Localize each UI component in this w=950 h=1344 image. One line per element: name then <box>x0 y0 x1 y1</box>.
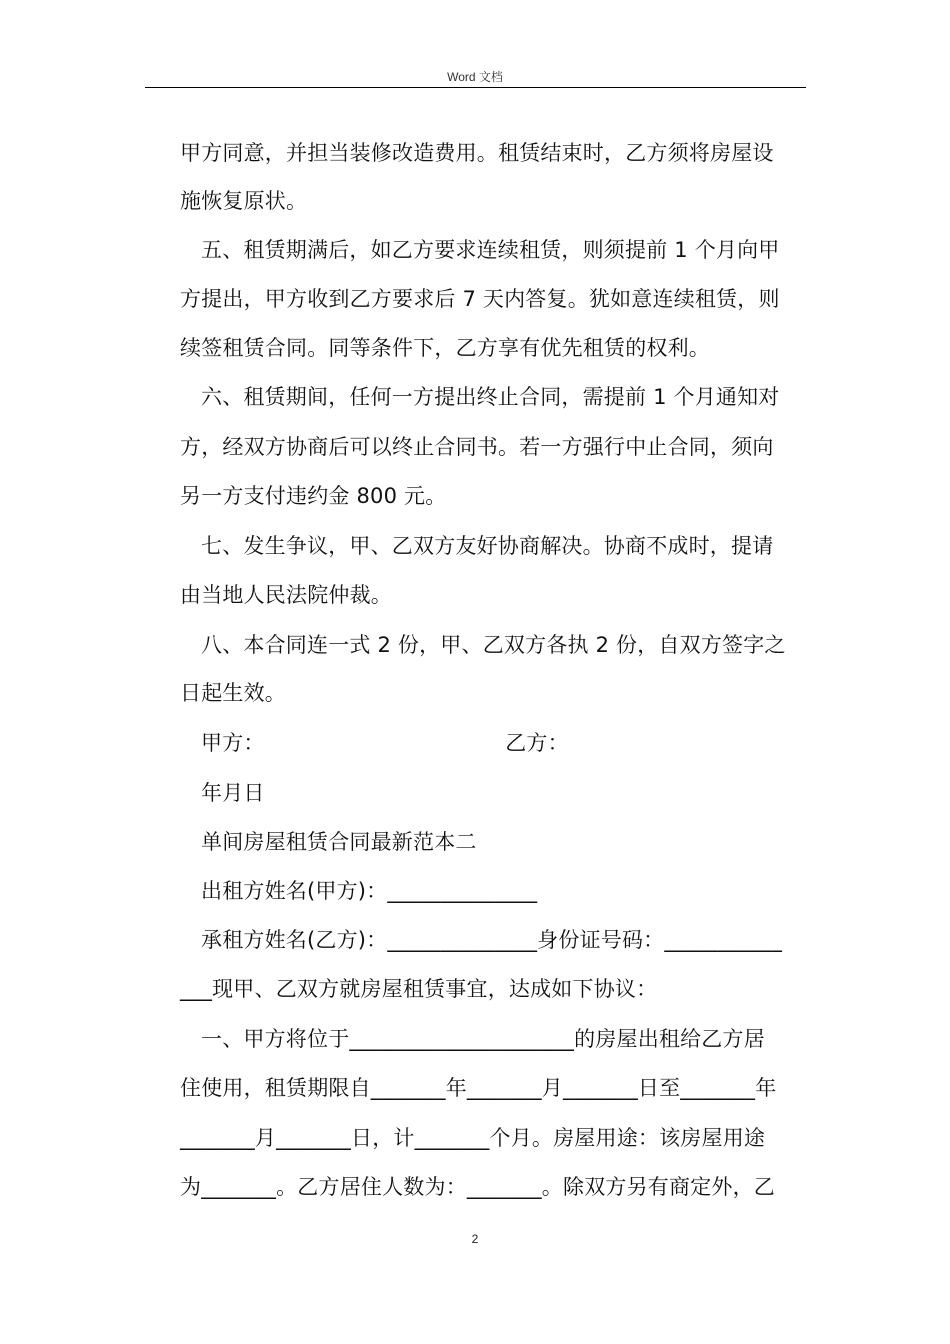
body-line: 住使用，租赁期限自_______年_______月_______日至_______年 <box>180 1076 777 1100</box>
body-line: 施恢复原状。 <box>180 189 308 213</box>
section-title: 单间房屋租赁合同最新范本二 <box>201 830 477 854</box>
lessee-name-line: 承租方姓名(乙方)：______________身份证号码：___________ <box>201 928 783 952</box>
body-line: 方提出，甲方收到乙方要求后 7 天内答复。犹如意连续租赁，则 <box>180 287 780 311</box>
body-line: 六、租赁期间，任何一方提出终止合同，需提前 1 个月通知对 <box>201 385 780 409</box>
lessor-name-line: 出租方姓名(甲方)：______________ <box>201 879 538 903</box>
body-line: 由当地人民法院仲裁。 <box>180 583 392 607</box>
body-line: 续签租赁合同。同等条件下，乙方享有优先租赁的权利。 <box>180 336 710 360</box>
signature-line: 甲方： 乙方： <box>201 731 569 755</box>
body-line: 五、租赁期满后，如乙方要求连续租赁，则须提前 1 个月向甲 <box>201 238 780 262</box>
body-line: 七、发生争议，甲、乙双方友好协商解决。协商不成时，提请 <box>201 534 774 558</box>
body-line: 另一方支付违约金 800 元。 <box>180 484 447 508</box>
body-line: 甲方同意，并担当装修改造费用。租赁结束时，乙方须将房屋设 <box>180 141 774 165</box>
body-line: 为_______。乙方居住人数为：_______。除双方另有商定外，乙 <box>180 1175 775 1199</box>
body-line: 一、甲方将位于_____________________的房屋出租给乙方居 <box>201 1027 765 1051</box>
header-label: Word 文档 <box>447 70 503 84</box>
body-line: ___现甲、乙双方就房屋租赁事宜，达成如下协议： <box>180 977 658 1001</box>
date-line: 年月日 <box>201 781 265 805</box>
body-line: 日起生效。 <box>180 681 286 705</box>
body-line: _______月_______日，计_______个月。房屋用途：该房屋用途 <box>180 1126 766 1150</box>
header-rule <box>145 87 806 88</box>
body-line: 八、本合同连一式 2 份，甲、乙双方各执 2 份，自双方签字之 <box>201 633 786 657</box>
page-number: 2 <box>471 1232 479 1246</box>
body-line: 方，经双方协商后可以终止合同书。若一方强行中止合同，须向 <box>180 435 774 459</box>
